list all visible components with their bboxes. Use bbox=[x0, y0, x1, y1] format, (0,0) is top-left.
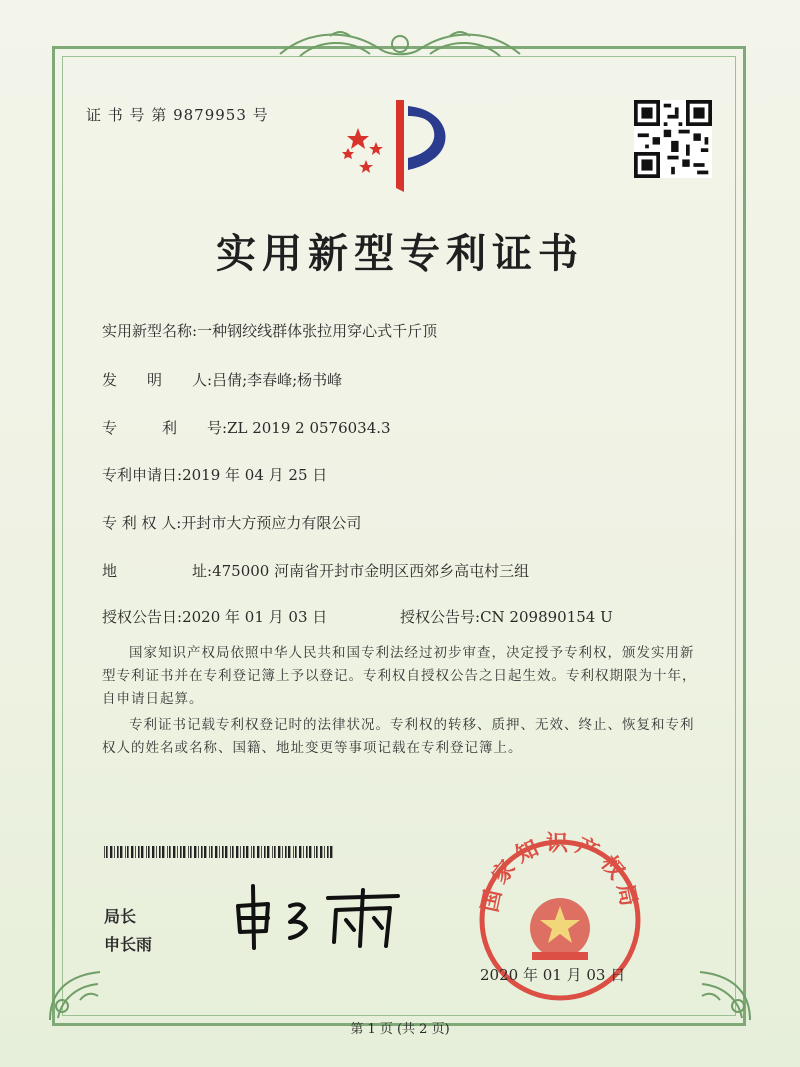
barcode bbox=[104, 846, 334, 858]
page-number: 第 1 页 (共 2 页) bbox=[350, 1022, 450, 1037]
field-value: 一种钢绞线群体张拉用穿心式千斤顶 bbox=[197, 322, 438, 340]
inventors-row bbox=[102, 369, 342, 390]
field-value: CN 209890154 U bbox=[480, 608, 613, 626]
certificate-number: 证 书 号 第 9879953 号 bbox=[86, 106, 269, 124]
utility-model-name-row bbox=[102, 320, 437, 341]
address-row bbox=[102, 560, 529, 581]
field-label: 专利申请日: bbox=[102, 466, 183, 484]
field-label: 专 利 权 人: bbox=[102, 514, 182, 532]
field-label: 地 址: bbox=[102, 562, 213, 580]
director-title: 局长 bbox=[104, 907, 137, 926]
seal-text: 国家知识产权局 bbox=[476, 830, 644, 915]
field-value: 475000 河南省开封市金明区西郊乡高屯村三组 bbox=[212, 562, 530, 580]
field-label: 专 利 号: bbox=[102, 419, 228, 437]
field-label: 实用新型名称: bbox=[102, 322, 198, 340]
field-label: 授权公告日: bbox=[102, 608, 183, 626]
director-signature bbox=[228, 876, 408, 956]
statement-paragraph-1: 国家知识产权局依照中华人民共和国专利法经过初步审查，决定授予专利权，颁发实用新型专利证书并在专利登记簿上予以登记。专利权自授权公告之日起生效。专利权期限为十年，自申请日起算。 bbox=[102, 645, 697, 707]
field-label: 授权公告号: bbox=[400, 608, 481, 626]
top-ornament bbox=[270, 24, 530, 68]
grant-date-row bbox=[102, 606, 327, 627]
cnipa-logo-icon bbox=[338, 96, 462, 200]
field-value: 2019 年 04 月 25 日 bbox=[182, 466, 328, 484]
qr-code[interactable] bbox=[634, 100, 712, 178]
field-value: ZL 2019 2 0576034.3 bbox=[227, 419, 391, 437]
field-value: 2020 年 01 月 03 日 bbox=[182, 608, 328, 626]
patent-number-row bbox=[102, 417, 391, 438]
field-value: 吕倩;李春峰;杨书峰 bbox=[212, 371, 343, 389]
application-date-row bbox=[102, 464, 327, 485]
certificate-title: 实用新型专利证书 bbox=[216, 230, 584, 277]
patentee-row bbox=[102, 512, 361, 533]
director-name: 申长雨 bbox=[104, 935, 153, 954]
field-value: 开封市大方预应力有限公司 bbox=[181, 514, 362, 532]
statement-paragraph-2: 专利证书记载专利权登记时的法律状况。专利权的转移、质押、无效、终止、恢复和专利权人的姓名或名称、国籍、地址变更等事项记载在专利登记簿上。 bbox=[102, 717, 695, 756]
seal-date: 2020 年 01 月 03 日 bbox=[480, 966, 626, 984]
field-label: 发 明 人: bbox=[102, 371, 213, 389]
grant-number-row bbox=[400, 606, 613, 627]
